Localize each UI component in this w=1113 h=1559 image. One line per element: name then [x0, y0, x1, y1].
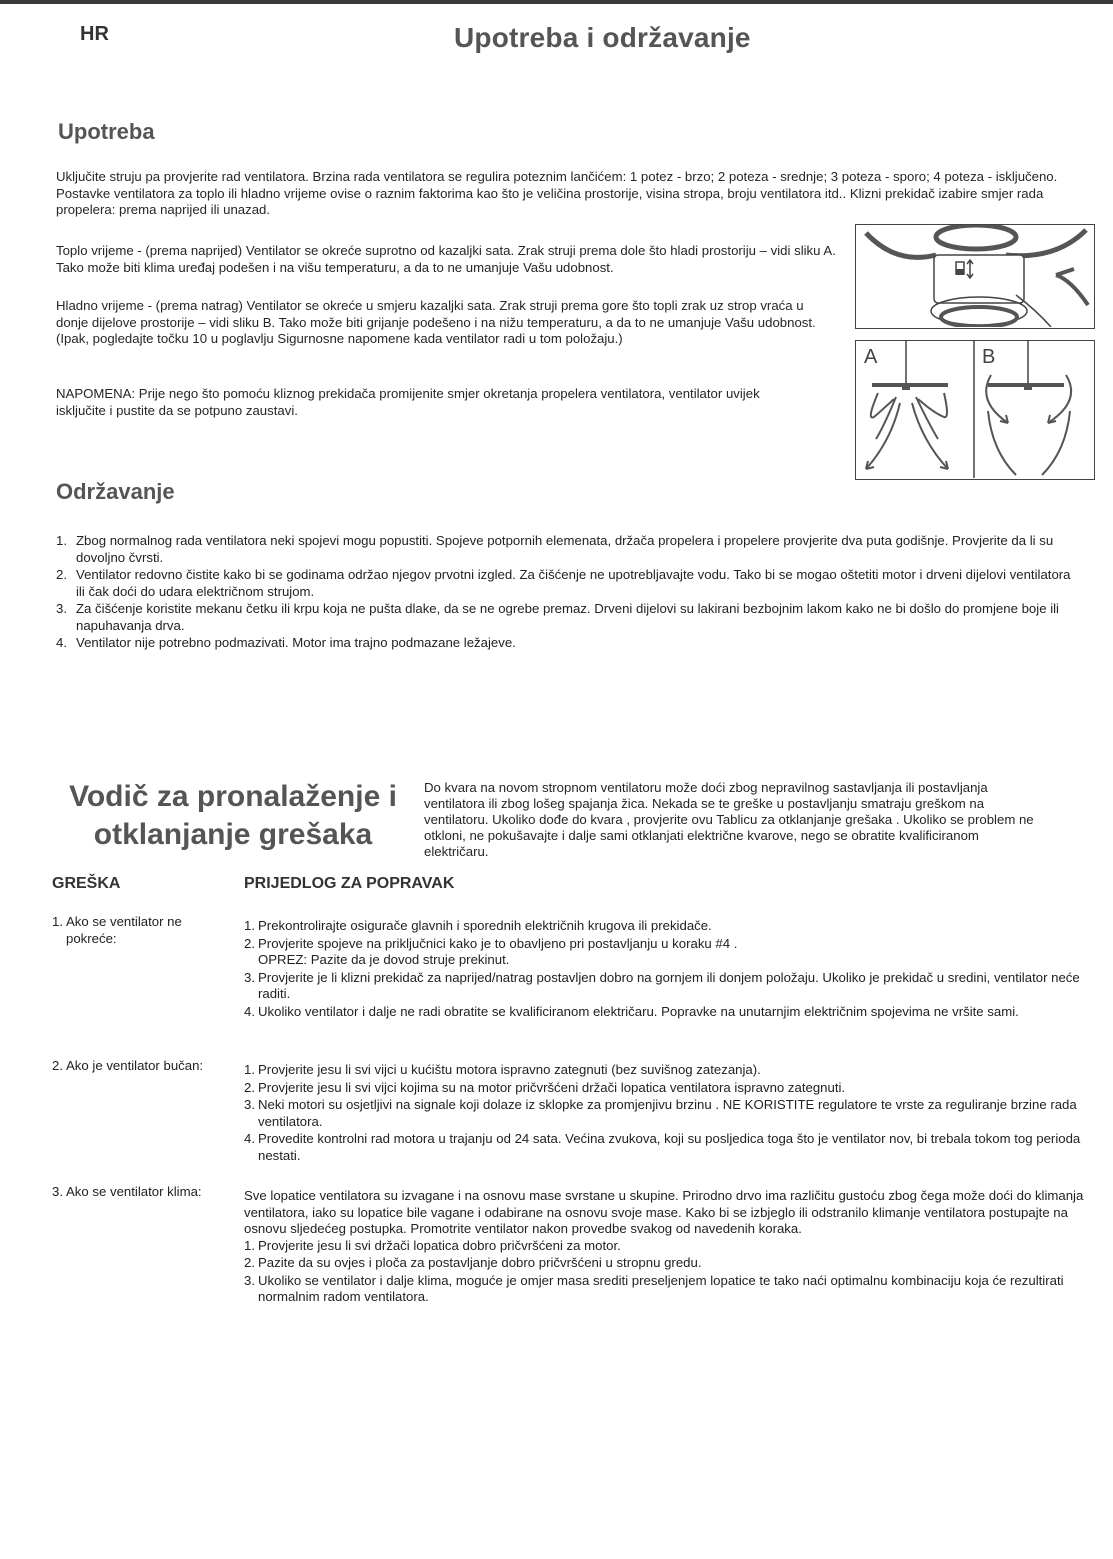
warm-weather-paragraph: Toplo vrijeme - (prema naprijed) Ventilator se okreće suprotno od kazaljki sata. Zrak struji prema dole što hladi prostoriju – vidi sliku A. Tako može biti klima uređaj podešen i na višu temperaturu, a da to ne umanjuje Vašu udobnost.: [56, 243, 836, 275]
troubleshooting-intro: Do kvara na novom stropnom ventilatoru može doći zbog nepravilnog sastavljanja ili postavljanja ventilatora ili zbog lošeg spajanja žica. Nekada se te greške u postavljanju smatraju greškom na ventilatoru. Ukoliko dođe do kvara , provjerite ovu Tablicu za otklanjanje grešaka . Ukoliko se problem ne otkloni, ne pokušavajte i dalje sami otklanjati električne kvarove, nego se obratite kvalificiranom električaru.: [424, 780, 1034, 859]
fix-step: 2. Provjerite jesu li svi vijci kojima su na motor pričvršćeni držači lopatica ventilatora ispravno zategnuti.: [244, 1079, 846, 1095]
cold-weather-paragraph: Hladno vrijeme - (prema natrag) Ventilator se okreće u smjeru kazaljki sata. Zrak struji prema gore što topli zrak uz strop vraća u donje dijelove prostorije – vidi sliku B. Tako može biti grijanje podešeno i na nižu temperaturu, a da to ne umanjuje Vašu udobnost. (Ipak, pogledajte točku 10 u poglavlju Sigurnosne napomene kada ventilator radi u tom položaju.): [56, 298, 816, 346]
fix-cell: [244, 1062, 1094, 1165]
column-header-fix: PRIJEDLOG ZA POPRAVAK: [244, 875, 455, 892]
usage-intro-paragraph: Uključite struju pa provjerite rad ventilatora. Brzina rada ventilatora se regulira poteznim lančićem: 1 potez - brzo; 2 poteza - srednje; 3 poteza - sporo; 4 poteza - isključeno. Postavke ventilatora za toplo ili hladno vrijeme ovise o raznim faktorima kao što je veličina prostorije, visina stropa, broju ventilatora itd.. Klizni prekidač izabire smjer rada propelera: prema naprijed ili unazad.: [56, 169, 1058, 217]
panel-b-label: B: [982, 346, 996, 368]
fix-step: 1. Provjerite jesu li svi držači lopatica dobro pričvršćeni za motor.: [244, 1237, 621, 1253]
fix-step: 1. Provjerite jesu li svi vijci u kućištu motora ispravno zategnuti (bez suvišnog zatezanja).: [244, 1062, 761, 1077]
scan-top-edge: [0, 0, 1113, 4]
fix-lead-paragraph: Sve lopatice ventilatora su izvagane i na osnovu mase svrstane u skupine. Prirodno drvo ima različitu gustoću zbog čega može doći do klimanja ventilatora, iako su lopatice bile vagane i odabirane na osnovu svoje mase. Kako bi se izbjeglo ili odstranilo klimanje ventilatora postupajte na osnovu sljedećeg postupka. Promotrite ventilator nakon provedbe svakog od navedenih koraka.: [244, 1188, 1084, 1236]
caution-note: OPREZ: Pazite da je dovod struje prekinut.: [258, 952, 510, 967]
note-paragraph: NAPOMENA: Prije nego što pomoću kliznog prekidača promijenite smjer okretanja propelera ventilatora, ventilator uvijek isključite i pustite da se potpuno zaustavi.: [56, 386, 760, 418]
fix-step: 2. Pazite da su ovjes i ploča za postavljanje dobro pričvršćeni u stropnu gredu.: [244, 1255, 702, 1270]
maintenance-item: 1. Zbog normalnog rada ventilatora neki spojevi mogu popustiti. Spojeve potpornih elemenata, držača propelera i propelere provjerite dva puta godišnje. Provjerite da li su dovoljno čvrsti.: [56, 533, 1054, 565]
fault-cell: 2. Ako je ventilator bučan:: [52, 1058, 204, 1073]
maintenance-item: 2. Ventilator redovno čistite kako bi se godinama održao njegov prvotni izgled. Za čišćenje ne upotrebljavajte vodu. Tako bi se mogao oštetiti motor i drveni dijelovi ventilatora ili čak doći do udara električnom strujom.: [56, 567, 1071, 599]
panel-a-label: A: [864, 346, 878, 368]
fix-step: 1. Prekontrolirajte osigurače glavnih i sporednih električnih krugova ili prekidače.: [244, 918, 712, 933]
panel-b: [982, 341, 1071, 475]
maintenance-item: 3. Za čišćenje koristite mekanu četku ili krpu koja ne pušta dlake, da se ne ogrebe premaz. Drveni dijelovi su lakirani bezbojnim lakom kako ne bi došlo do promjene boje ili napuhavanja drva.: [56, 601, 1059, 633]
fault-cell: 1. Ako se ventilator ne pokreće:: [52, 914, 182, 946]
fix-step: 2. Provjerite spojeve na priključnici kako je to obavljeno pri postavljanju u koraku #4 . OPREZ: Pazite da je dovod struje prekinut.: [244, 936, 1094, 969]
column-header-fault: GREŠKA: [52, 875, 121, 892]
fix-cell: [244, 918, 1094, 1021]
fix-cell: [244, 1188, 1094, 1307]
fix-step: 3. Provjerite je li klizni prekidač za naprijed/natrag postavljen dobro na gornjem ili donjem položaju. Ukoliko je prekidač u sredini, ventilator neće raditi.: [244, 969, 1080, 1001]
fix-step: 3. Ukoliko se ventilator i dalje klima, moguće je omjer masa srediti preseljenjem lopatice te tako naći optimalnu kombinaciju koja će rezultirati normalnim radom ventilatora.: [244, 1272, 1064, 1304]
fix-step: 4. Ukoliko ventilator i dalje ne radi obratite se kvalificiranom električaru. Popravke na unutarnjim električnim spojevima ne vršite sami.: [244, 1003, 1019, 1019]
panel-a: [864, 341, 948, 469]
fix-step: 3. Neki motori su osjetljivi na signale koji dolaze iz sklopke za promjenjivu brzinu . NE KORISTITE regulatore te vrste za reguliranje brzine rada ventilatora.: [244, 1097, 1077, 1129]
language-label: HR: [80, 23, 109, 45]
fan-motor-drawing: [856, 225, 1093, 327]
fan-motor-illustration: [855, 224, 1095, 329]
maintenance-list: [56, 533, 1076, 653]
section-heading-odrzavanje: Održavanje: [56, 479, 175, 504]
section-heading-upotreba: Upotreba: [58, 119, 155, 144]
troubleshooting-title: Vodič za pronalaženje i otklanjanje grešaka: [69, 780, 397, 851]
maintenance-item: 4. Ventilator nije potrebno podmazivati. Motor ima trajno podmazane ležajeve.: [56, 635, 516, 650]
page-title: Upotreba i održavanje: [454, 22, 751, 53]
fault-cell: 3. Ako se ventilator klima:: [52, 1184, 202, 1199]
fix-step: 4. Provedite kontrolni rad motora u trajanju od 24 sata. Većina zvukova, koji su posljedica toga što je ventilator nov, bi trebala tokom tog perioda nestati.: [244, 1131, 1081, 1163]
airflow-diagram: [855, 340, 1095, 480]
airflow-drawing: [856, 341, 1093, 478]
